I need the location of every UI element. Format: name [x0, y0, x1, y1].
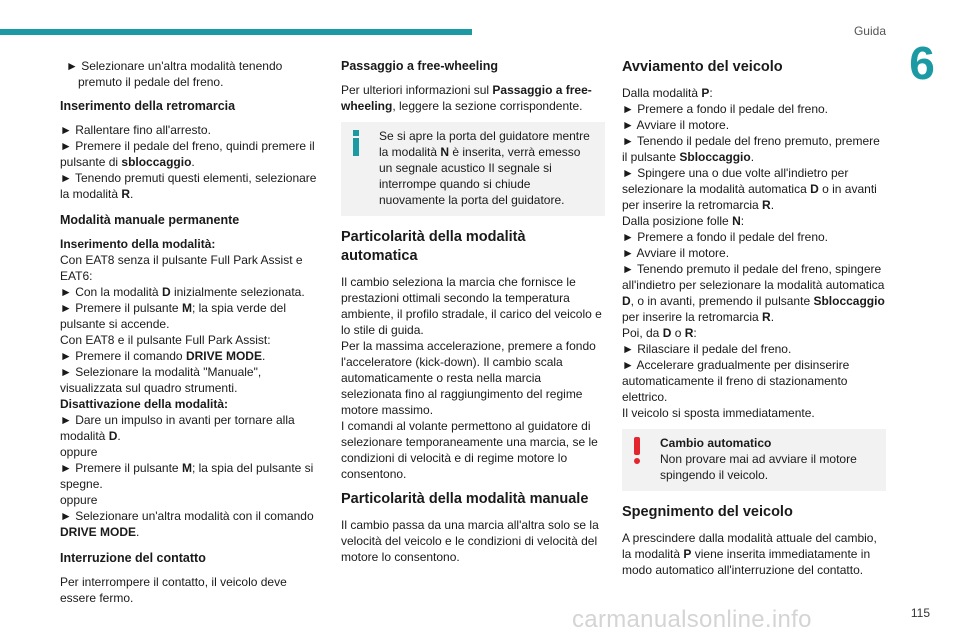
heading-permanent-manual: Modalità manuale permanente — [60, 213, 240, 227]
heading-auto-mode: Particolarità della modalità automatica — [341, 229, 526, 264]
section-title: Guida — [853, 24, 886, 38]
heading-reverse-gear: Inserimento della retromarcia — [60, 99, 236, 113]
ignition-off-text: Per interrompere il contatto, il veicolo deve essere fermo. — [60, 575, 287, 605]
page-number: 115 — [910, 606, 930, 620]
warning-box — [622, 429, 886, 491]
info-box-text: Se si apre la porta del guidatore mentre la modalità N è inserita, verrà emesso un segnale acustico Il segnale si interrompe quando si chiude nuovamente la porta del guidatore. — [379, 129, 590, 207]
column-right — [622, 58, 886, 586]
info-icon — [350, 130, 362, 156]
column-middle — [341, 58, 605, 573]
reverse-gear-steps: ► Rallentare fino all'arresto. ► Premere il pedale del freno, quindi premere il pulsante di sbloccaggio. ► Tenendo premuti questi elementi, selezionare la modalità R. — [60, 123, 317, 201]
watermark: carmanualsonline.info — [572, 606, 812, 633]
manual-mode-text: Il cambio passa da una marcia all'altra solo se la velocità del veicolo e le condizioni di velocità del motore lo consentono. — [341, 518, 599, 564]
warning-icon — [634, 437, 642, 463]
heading-ignition-off: Interruzione del contatto — [60, 551, 206, 565]
heading-freewheel: Passaggio a free-wheeling — [341, 59, 498, 73]
header-accent-bar — [0, 29, 472, 35]
vehicle-start-steps: Dalla modalità P: ► Premere a fondo il pedale del freno. ► Avviare il motore. ► Tenendo il pedale del freno premuto, premere il pulsante Sbloccaggio. ► Spingere una o due volte all'indietro per selezionare la modalità automatica D o in avanti per inserire la retromarcia R. Dalla posizione folle N: ► Premere a fondo il pedale del freno. ► Avviare il motore. ► Tenendo premuto il pedale del freno, spingere all'indietro per selezionare la modalità automatica D, o in avanti, premendo il pulsante Sbloccaggio per inserire la retromarcia R. Poi, da D o R: ► Rilasciare il pedale del freno. ► Accelerare gradualmente per disinserire automaticamente il freno di stazionamento elettrico. Il veicolo si sposta immediatamente. — [622, 86, 885, 420]
freewheel-text: Per ulteriori informazioni sul Passaggio a free-wheeling, leggere la sezione corrispondente. — [341, 83, 592, 113]
chapter-number: 6 — [909, 37, 935, 89]
permanent-manual-steps: Inserimento della modalità: Con EAT8 senza il pulsante Full Park Assist e EAT6: ► Con la modalità D inizialmente selezionata. ► Premere il pulsante M; la spia verde del pulsante si accende. Con EAT8 e il pulsante Full Park Assist: ► Premere il comando DRIVE MODE. ► Selezionare la modalità "Manuale", visualizzata sul quadro strumenti. Disattivazione della modalità: ► Dare un impulso in avanti per tornare alla modalità D. oppure ► Premere il pulsante M; la spia del pulsante si spegne. oppure ► Selezionare un'altra modalità con il comando DRIVE MODE. — [60, 237, 314, 539]
auto-mode-text: Il cambio seleziona la marcia che fornisce le prestazioni ottimali secondo la temperatura ambiente, il profilo stradale, il carico del veicolo e lo stile di guida. Per la massima accelerazione, premere a fondo l'acceleratore (kick-down). Il cambio scala automaticamente o resta nella marcia selezionata fino al raggiungimento del regime motore massimo. I comandi al volante permettono al guidatore di selezionare temporaneamente una marcia, se le condizioni di velocità e di regime motore lo consentono. — [341, 275, 602, 481]
intro-bullet: ► Selezionare un'altra modalità tenendo premuto il pedale del freno. — [66, 59, 283, 89]
heading-manual-mode: Particolarità della modalità manuale — [341, 491, 589, 507]
heading-vehicle-start: Avviamento del veicolo — [622, 59, 783, 75]
heading-vehicle-stop: Spegnimento del veicolo — [622, 504, 793, 520]
info-box — [341, 122, 605, 216]
vehicle-stop-text: A prescindere dalla modalità attuale del cambio, la modalità P viene inserita immediatamente in modo automatico all'interruzione del contatto. — [622, 531, 877, 577]
column-left — [60, 58, 320, 614]
warning-box-text: Cambio automatico Non provare mai ad avviare il motore spingendo il veicolo. — [660, 436, 857, 482]
